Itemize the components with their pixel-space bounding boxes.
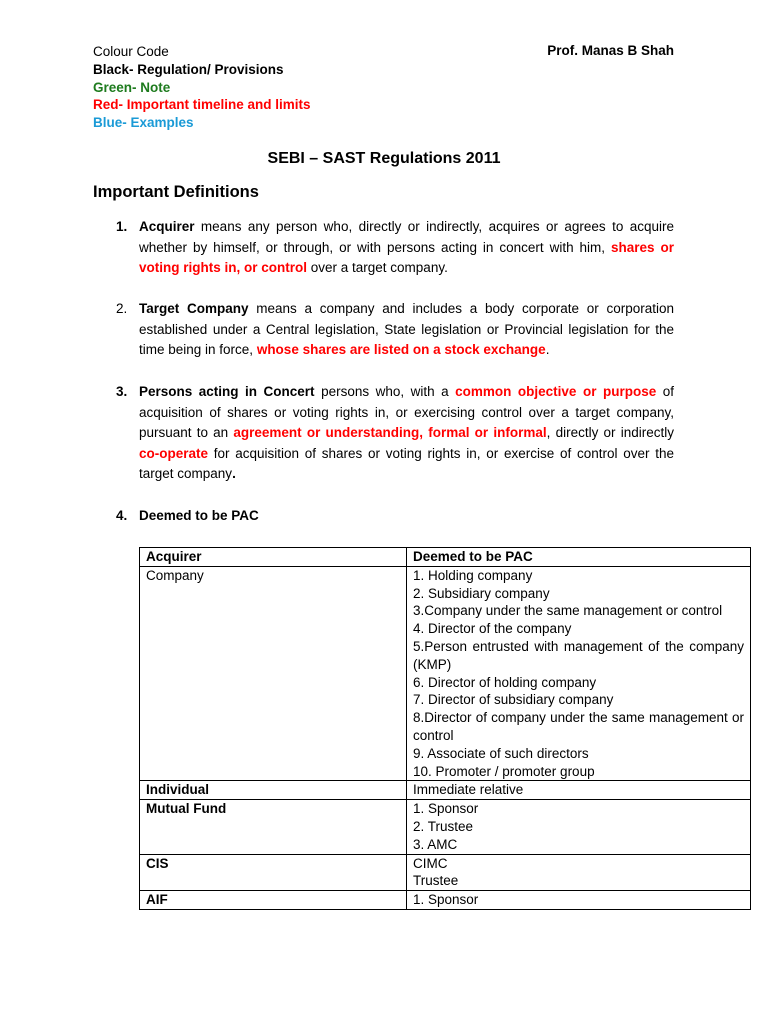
definition-highlight: agreement or understanding, formal or informal: [233, 425, 547, 441]
definition-target-company: [116, 299, 674, 361]
colour-code-black: Black- Regulation/ Provisions: [93, 61, 284, 77]
colour-code-legend: [93, 43, 311, 132]
definition-highlight: co-operate: [139, 445, 209, 461]
table-header-row: [140, 548, 751, 567]
pac-item: 3.Company under the same management or control: [413, 603, 723, 619]
definition-number: 3.: [116, 384, 128, 399]
table-header-deemed-pac: Deemed to be PAC: [407, 548, 751, 567]
definition-persons-acting-in-concert: [116, 382, 674, 485]
table-cell-acquirer: Mutual Fund: [140, 800, 407, 854]
table-header-acquirer: Acquirer: [140, 548, 407, 567]
table-row: [140, 566, 751, 781]
table-cell-pac: [407, 800, 751, 854]
pac-item: 8.Director of company under the same management or control: [413, 710, 744, 743]
definition-term: Persons acting in Concert: [139, 384, 315, 399]
pac-item: CIMC: [413, 855, 448, 871]
table-cell-pac: [407, 891, 751, 910]
pac-item: 5.Person entrusted with management of the company (KMP): [413, 638, 744, 672]
definition-text: .: [232, 466, 236, 482]
table-cell-acquirer: Company: [140, 566, 407, 781]
document-title: SEBI – SAST Regulations 2011: [267, 150, 501, 167]
table-row: [140, 800, 751, 854]
pac-item: 1. Holding company: [413, 567, 533, 583]
pac-item: 1. Sponsor: [413, 892, 479, 908]
definition-highlight: shares or voting rights in, or control: [139, 239, 674, 276]
table-cell-pac: [407, 781, 751, 800]
definition-term: Target Company: [139, 301, 249, 316]
definition-term: Deemed to be PAC: [139, 508, 259, 523]
table-cell-pac: [407, 854, 751, 891]
definition-text: persons who, with a: [314, 384, 456, 399]
table-row: [140, 854, 751, 891]
colour-code-red: Red- Important timeline and limits: [93, 97, 311, 113]
pac-item: 6. Director of holding company: [413, 674, 597, 690]
pac-item: Trustee: [413, 873, 459, 889]
definition-number: 2.: [116, 301, 128, 316]
pac-item: Immediate relative: [413, 782, 524, 798]
pac-item: 4. Director of the company: [413, 621, 572, 637]
definition-term: Acquirer: [139, 219, 195, 234]
author-name: Prof. Manas B Shah: [547, 43, 674, 58]
definition-highlight: common objective or purpose: [455, 384, 657, 399]
definition-text: for acquisition of shares or voting rights in, or exercise of control over the target company: [139, 445, 674, 482]
colour-code-title: Colour Code: [93, 44, 169, 59]
pac-item: 3. AMC: [413, 836, 458, 852]
definition-text: means a company and includes a body corporate or corporation established under a Central legislation, State legislation or Provincial legislation for the time being in force,: [139, 301, 674, 358]
definition-acquirer: [116, 217, 674, 279]
definition-text: over a target company.: [307, 260, 448, 276]
definition-number: 4.: [116, 508, 128, 523]
definition-text: of acquisition of shares or voting rights in, or exercising control over a target company, pursuant to an: [139, 384, 674, 441]
colour-code-green: Green- Note: [93, 79, 171, 95]
table-cell-acquirer: AIF: [140, 891, 407, 910]
pac-item: 2. Subsidiary company: [413, 585, 550, 601]
definition-deemed-pac: [116, 506, 674, 527]
pac-item: 7. Director of subsidiary company: [413, 692, 614, 708]
table-cell-acquirer: Individual: [140, 781, 407, 800]
pac-item: 2. Trustee: [413, 818, 474, 834]
deemed-pac-table: [139, 547, 751, 910]
definition-number: 1.: [116, 219, 128, 234]
colour-code-blue: Blue- Examples: [93, 115, 194, 131]
table-cell-acquirer: CIS: [140, 854, 407, 891]
definition-text: means any person who, directly or indirectly, acquires or agrees to acquire whether by himself, or through, or with persons acting in concert with him,: [139, 219, 674, 255]
section-heading: Important Definitions: [93, 183, 259, 201]
definition-text: .: [545, 342, 550, 358]
table-row: [140, 891, 751, 910]
definition-text: , directly or indirectly: [546, 425, 674, 441]
pac-item: 1. Sponsor: [413, 801, 479, 817]
pac-item: 9. Associate of such directors: [413, 745, 589, 761]
table-cell-pac: [407, 566, 751, 781]
pac-item: 10. Promoter / promoter group: [413, 763, 595, 779]
table-row: [140, 781, 751, 800]
definition-highlight: whose shares are listed on a stock exchange: [256, 342, 546, 358]
